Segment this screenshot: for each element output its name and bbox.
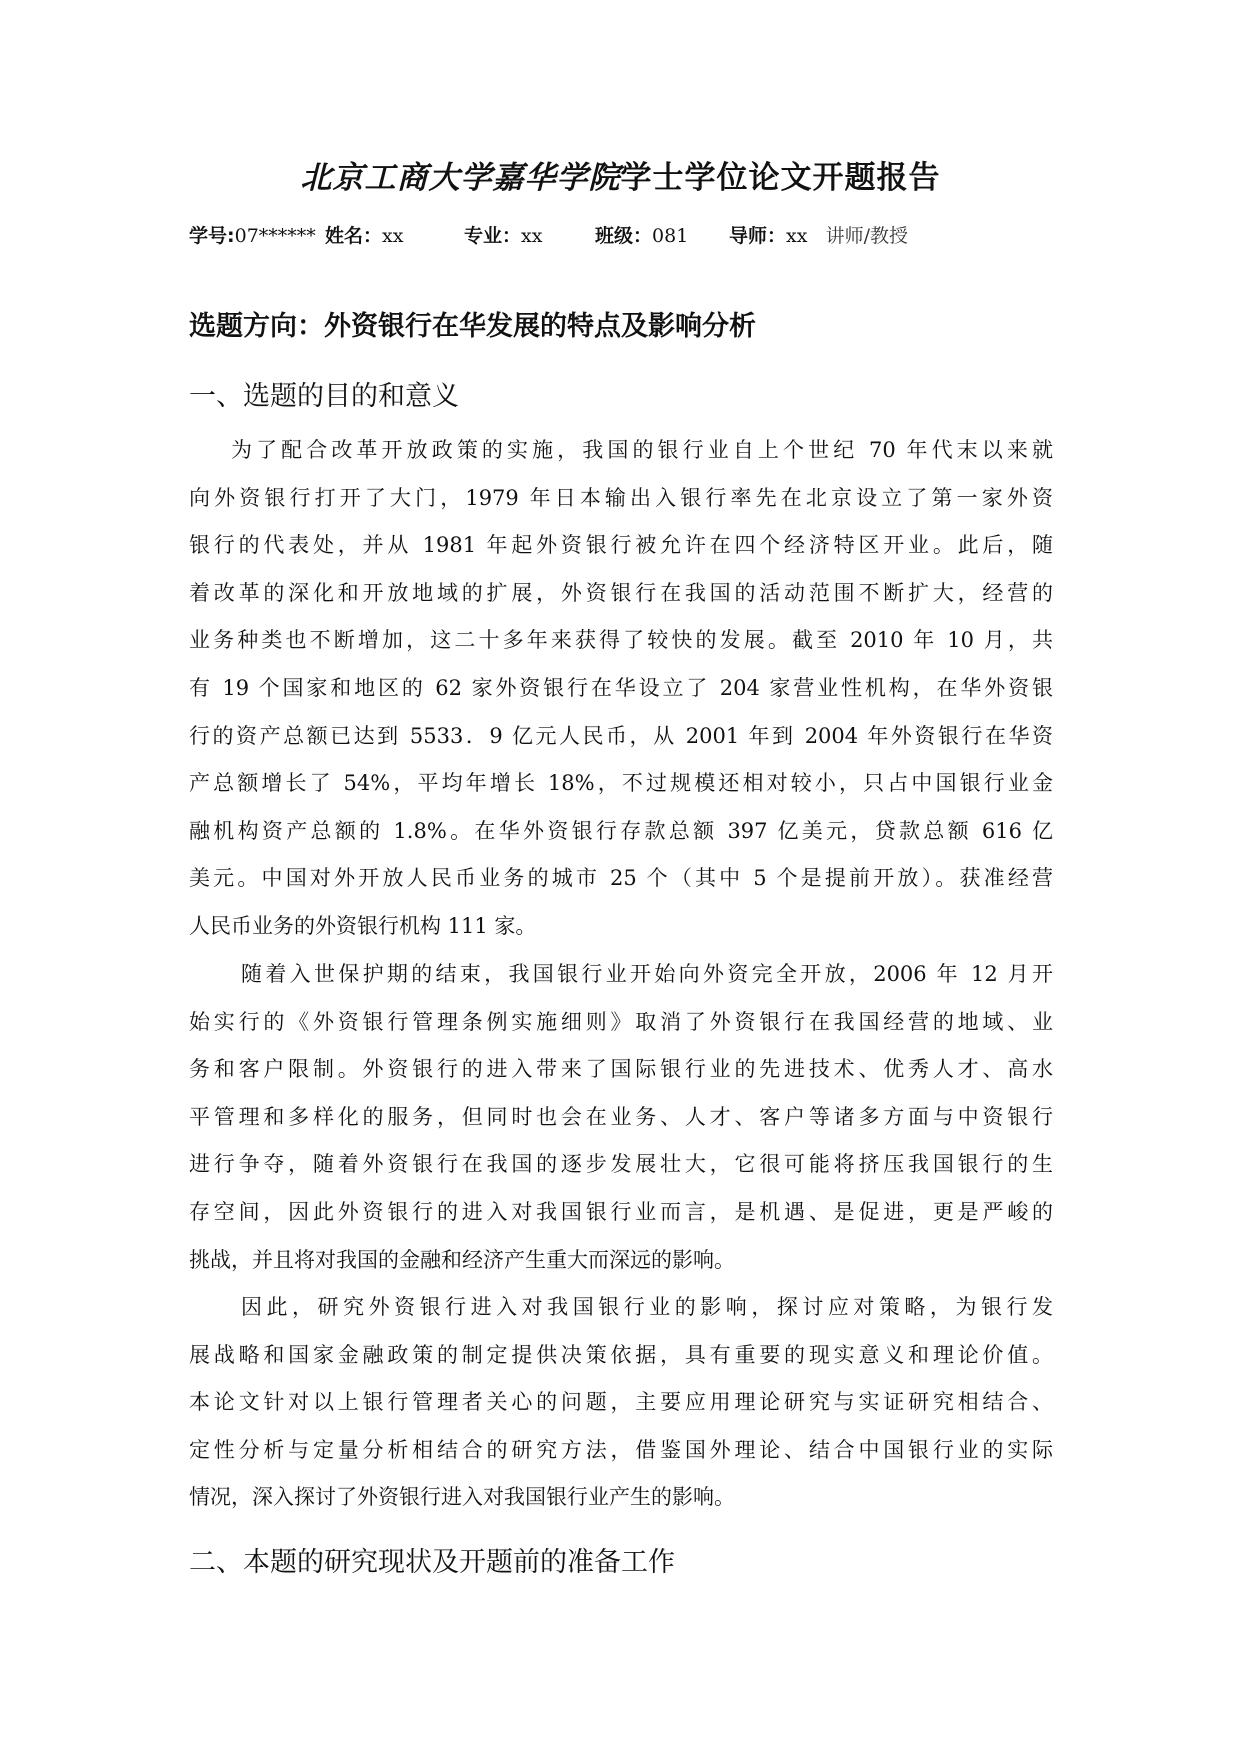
report-title	[0, 152, 1241, 197]
student-id-label: 学号:	[189, 225, 235, 247]
paragraph-line: 存空间，因此外资银行的进入对我国银行业而言，是机遇、是促进，更是严峻的	[189, 1199, 1053, 1224]
paragraph-line: 着改革的深化和开放地域的扩展，外资银行在我国的活动范围不断扩大，经营的	[189, 580, 1053, 605]
paragraph-line: 始实行的《外资银行管理条例实施细则》取消了外资银行在我国经营的地域、业	[189, 1009, 1053, 1034]
paragraph-line: 向外资银行打开了大门，1979 年日本输出入银行率先在北京设立了第一家外资	[189, 485, 1053, 510]
advisor-label: 导师：	[729, 225, 787, 247]
class-value: 081	[652, 225, 689, 247]
section-heading-research-status: 二、本题的研究现状及开题前的准备工作	[189, 1547, 675, 1578]
student-id-value: 07******	[234, 225, 316, 247]
paragraph-line: 随着入世保护期的结束，我国银行业开始向外资完全开放，2006 年 12 月开	[241, 962, 1053, 986]
paragraph-line: 银行的代表处，并从 1981 年起外资银行被允许在四个经济特区开业。此后，随	[189, 533, 1053, 558]
paragraph-line: 因此，研究外资银行进入对我国银行业的影响，探讨应对策略，为银行发	[241, 1295, 1053, 1319]
advisor-value: xx	[786, 225, 808, 247]
student-info-row	[189, 221, 908, 248]
paragraph-line: 融机构资产总额的 1.8%。在华外资银行存款总额 397 亿美元，贷款总额 616 亿	[189, 818, 1053, 843]
paragraph-line: 定性分析与定量分析相结合的研究方法，借鉴国外理论、结合中国银行业的实际	[189, 1437, 1053, 1462]
paragraph-line: 行的资产总额已达到 5533．9 亿元人民币，从 2001 年到 2004 年外资银行在华资	[189, 723, 1053, 748]
section-heading-purpose: 一、选题的目的和意义	[189, 381, 459, 412]
name-label: 姓名：	[325, 225, 383, 247]
paragraph-significance	[189, 1284, 1053, 1522]
paragraph-line: 为了配合改革开放政策的实施，我国的银行业自上个世纪 70 年代末以来就	[231, 438, 1053, 462]
paragraph-line: 美元。中国对外开放人民币业务的城市 25 个（其中 5 个是提前开放）。获准经营	[189, 866, 1053, 891]
paragraph-line: 情况，深入探讨了外资银行进入对我国银行业产生的影响。	[189, 1485, 735, 1510]
paragraph-line: 挑战，并且将对我国的金融和经济产生重大而深远的影响。	[189, 1247, 735, 1272]
major-value: xx	[521, 225, 543, 247]
paragraph-line: 产总额增长了 54%，平均年增长 18%，不过规模还相对较小，只占中国银行业金	[189, 771, 1053, 796]
paragraph-line: 务和客户限制。外资银行的进入带来了国际银行业的先进技术、优秀人才、高水	[189, 1057, 1053, 1082]
name-value: xx	[382, 225, 404, 247]
paragraph-line: 进行争夺，随着外资银行在我国的逐步发展壮大，它很可能将挤压我国银行的生	[189, 1152, 1053, 1177]
paragraph-opening	[189, 951, 1053, 1284]
paragraph-line: 平管理和多样化的服务，但同时也会在业务、人才、客户等诸多方面与中资银行	[189, 1104, 1053, 1129]
report-title-school: 北京工商大学嘉华学院	[300, 160, 621, 196]
paragraph-background	[189, 427, 1053, 951]
paragraph-line: 人民币业务的外资银行机构 111 家。	[189, 913, 537, 938]
paragraph-line: 展战略和国家金融政策的制定提供决策依据，具有重要的现实意义和理论价值。	[189, 1342, 1053, 1367]
paragraph-line: 业务种类也不断增加，这二十多年来获得了较快的发展。截至 2010 年 10 月，共	[189, 628, 1053, 653]
class-label: 班级：	[595, 225, 653, 247]
advisor-title: 讲师/教授	[825, 225, 908, 247]
report-title-type: 学士学位论文开题报告	[620, 160, 941, 196]
topic-heading: 选题方向：外资银行在华发展的特点及影响分析	[189, 311, 756, 342]
paragraph-line: 本论文针对以上银行管理者关心的问题，主要应用理论研究与实证研究相结合、	[189, 1390, 1053, 1415]
major-label: 专业：	[464, 225, 522, 247]
paragraph-line: 有 19 个国家和地区的 62 家外资银行在华设立了 204 家营业性机构，在华外资银	[189, 675, 1053, 700]
